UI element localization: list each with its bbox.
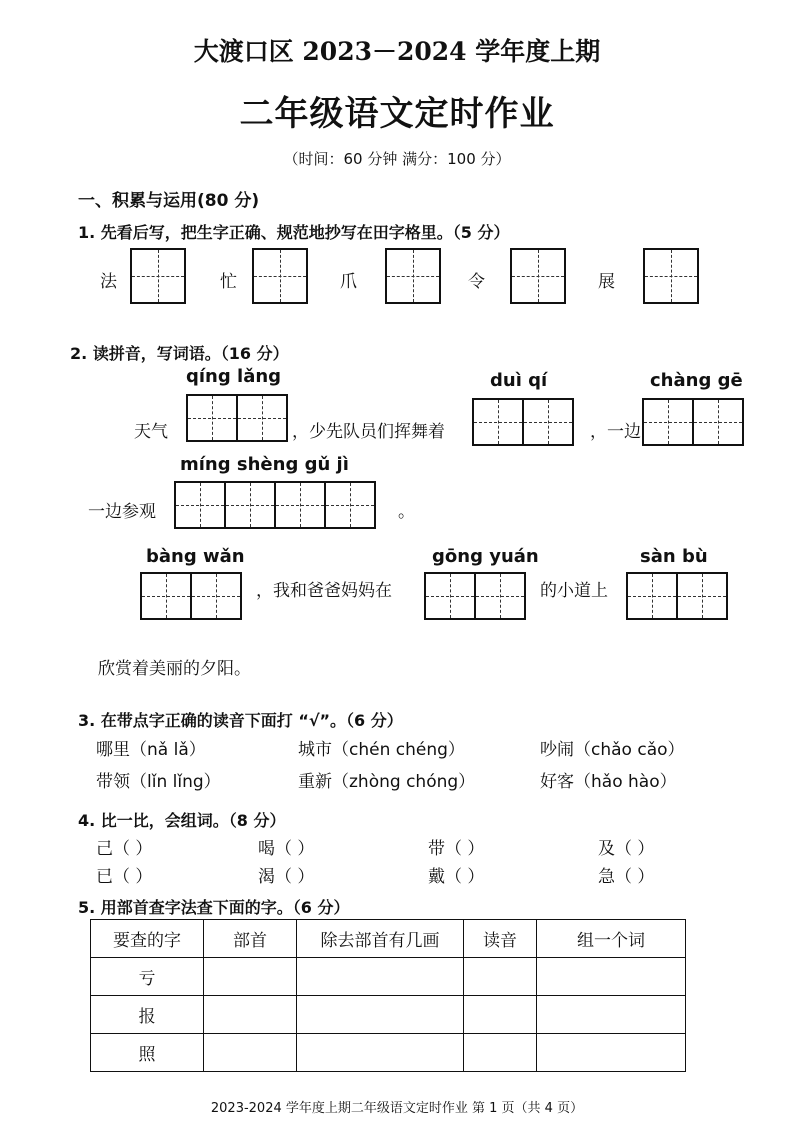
q1-char: 法 — [100, 272, 117, 292]
q2-text: ，一边 — [590, 422, 641, 442]
q4-item[interactable]: 戴（ ） — [428, 867, 485, 887]
table-header: 要查的字 — [91, 920, 204, 958]
table-header: 部首 — [204, 920, 297, 958]
answer-grid-bangwan[interactable] — [140, 572, 242, 620]
pinyin-label: gōng yuán — [432, 546, 539, 567]
exam-title-line2: 二年级语文定时作业 — [239, 94, 555, 134]
q1-writing-box[interactable] — [643, 248, 699, 304]
q1-writing-box[interactable] — [130, 248, 186, 304]
answer-cell[interactable] — [537, 1034, 686, 1072]
q2-text: 欣赏着美丽的夕阳。 — [98, 659, 251, 679]
table-row — [91, 958, 686, 996]
q3-item[interactable]: 城市（chén chéng） — [298, 740, 465, 760]
q4-item[interactable]: 及（ ） — [598, 839, 655, 859]
answer-grid-qinglang[interactable] — [186, 394, 288, 442]
q1-prompt: 1. 先看后写，把生字正确、规范地抄写在田字格里。（5 分） — [78, 223, 510, 242]
q2-text: ，我和爸爸妈妈在 — [256, 581, 392, 601]
pinyin-label: qíng lǎng — [186, 366, 282, 387]
q1-char: 忙 — [220, 272, 237, 292]
answer-cell[interactable] — [204, 996, 297, 1034]
answer-grid-sanbu[interactable] — [626, 572, 728, 620]
page-footer: 2023-2024 学年度上期二年级语文定时作业 第 1 页（共 4 页） — [210, 1101, 584, 1116]
section1-heading: 一、积累与运用(80 分) — [78, 191, 260, 211]
q2-text: 一边参观 — [88, 502, 156, 522]
pinyin-label: sàn bù — [640, 546, 708, 567]
q2-text: 。 — [398, 502, 415, 522]
q5-prompt: 5. 用部首查字法查下面的字。（6 分） — [78, 898, 350, 917]
q1-char: 爪 — [340, 272, 357, 292]
q1-char: 展 — [598, 272, 615, 292]
lookup-char: 亏 — [91, 958, 204, 996]
answer-grid-duiqi[interactable] — [472, 398, 574, 446]
q1-writing-box[interactable] — [385, 248, 441, 304]
answer-cell[interactable] — [537, 996, 686, 1034]
q1-writing-box[interactable] — [510, 248, 566, 304]
q1-writing-box[interactable] — [252, 248, 308, 304]
table-row — [91, 1034, 686, 1072]
radical-lookup-table — [90, 919, 686, 1072]
q4-prompt: 4. 比一比，会组词。（8 分） — [78, 811, 286, 830]
pinyin-label: duì qí — [490, 370, 548, 391]
q3-item[interactable]: 哪里（nǎ lǎ） — [96, 740, 206, 760]
q2-text: 天气 — [134, 422, 168, 442]
answer-cell[interactable] — [204, 1034, 297, 1072]
q3-item[interactable]: 重新（zhòng chóng） — [298, 772, 476, 792]
table-header-row — [91, 920, 686, 958]
pinyin-label: bàng wǎn — [146, 546, 245, 567]
q1-char: 令 — [468, 272, 485, 292]
q4-item[interactable]: 带（ ） — [428, 839, 485, 859]
lookup-char: 报 — [91, 996, 204, 1034]
answer-cell[interactable] — [464, 996, 537, 1034]
table-header: 除去部首有几画 — [297, 920, 464, 958]
exam-subtitle: （时间：60 分钟 满分：100 分） — [283, 150, 511, 168]
exam-title-line1: 大渡口区 2023－2024 学年度上期 — [193, 37, 601, 66]
table-header: 组一个词 — [537, 920, 686, 958]
answer-grid-changge[interactable] — [642, 398, 744, 446]
lookup-char: 照 — [91, 1034, 204, 1072]
q4-item[interactable]: 喝（ ） — [258, 839, 315, 859]
q4-item[interactable]: 急（ ） — [598, 867, 655, 887]
q2-text: ，少先队员们挥舞着 — [292, 422, 445, 442]
table-row — [91, 996, 686, 1034]
q4-item[interactable]: 已（ ） — [96, 867, 153, 887]
answer-cell[interactable] — [297, 958, 464, 996]
q3-item[interactable]: 好客（hǎo hào） — [540, 772, 677, 792]
answer-grid-gongyuan[interactable] — [424, 572, 526, 620]
q4-item[interactable]: 渴（ ） — [258, 867, 315, 887]
answer-cell[interactable] — [464, 1034, 537, 1072]
answer-cell[interactable] — [297, 1034, 464, 1072]
answer-cell[interactable] — [464, 958, 537, 996]
q3-prompt: 3. 在带点字正确的读音下面打 “√”。（6 分） — [78, 711, 403, 730]
answer-cell[interactable] — [204, 958, 297, 996]
answer-cell[interactable] — [537, 958, 686, 996]
answer-grid-mingshengguji[interactable] — [174, 481, 376, 529]
q3-item[interactable]: 带领（lǐn lǐng） — [96, 772, 221, 792]
q3-item[interactable]: 吵闹（chǎo cǎo） — [540, 740, 685, 760]
answer-cell[interactable] — [297, 996, 464, 1034]
q4-item[interactable]: 己（ ） — [96, 839, 153, 859]
pinyin-label: chàng gē — [650, 370, 743, 391]
table-header: 读音 — [464, 920, 537, 958]
q2-prompt: 2. 读拼音，写词语。（16 分） — [70, 344, 289, 363]
pinyin-label: míng shèng gǔ jì — [180, 454, 349, 475]
q2-text: 的小道上 — [540, 581, 608, 601]
